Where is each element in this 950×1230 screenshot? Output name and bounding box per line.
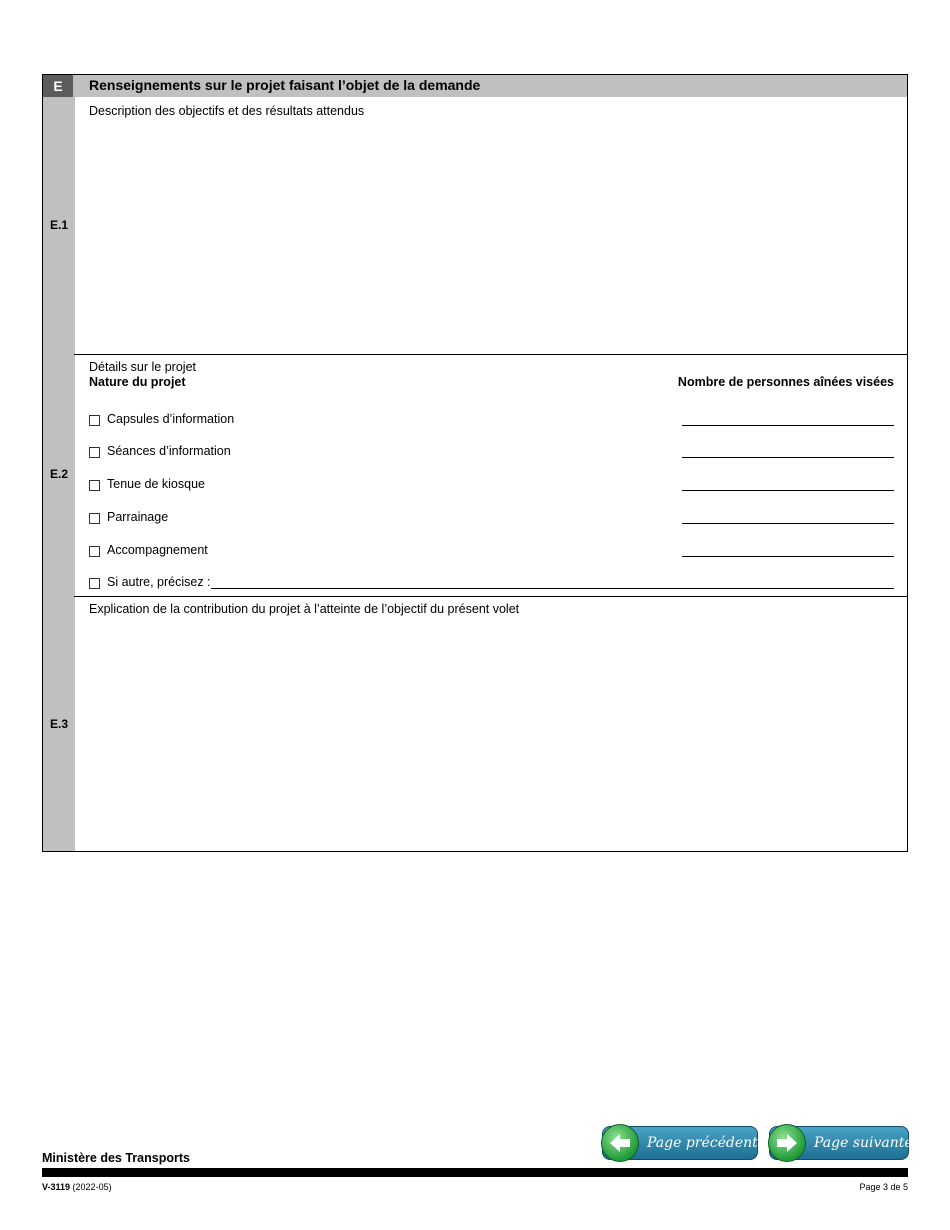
e3-text-area[interactable] [83,620,903,845]
row-label-e2: E.2 [49,467,68,481]
checkbox-autre[interactable] [89,578,100,589]
checkbox-kiosque[interactable] [89,480,100,491]
option-label-parrainage: Parrainage [107,510,169,524]
nature-header: Nature du projet [89,375,186,389]
form-code [42,1182,112,1192]
checkbox-parrainage[interactable] [89,513,100,524]
footer-rule [42,1168,908,1177]
e1-text-area[interactable] [83,121,903,351]
section-title: Renseignements sur le projet faisant l’objet de la demande [89,77,481,93]
e3-description-label: Explication de la contribution du projet à l’atteinte de l’objectif du présent volet [89,602,520,616]
section-letter-badge: E [43,75,73,97]
arrow-left-icon [601,1124,639,1162]
checkbox-accompagnement[interactable] [89,546,100,557]
next-page-button[interactable] [769,1126,913,1160]
divider-e1-e2 [74,354,907,355]
count-field-seances[interactable] [682,457,894,458]
project-info-form [42,74,908,852]
count-field-capsules[interactable] [682,425,894,426]
e2-intro: Détails sur le projet [89,360,196,374]
divider-e2-e3 [74,596,907,597]
previous-page-label: Page précédente [647,1135,767,1151]
row-label-e1: E.1 [49,218,68,232]
checkbox-seances[interactable] [89,447,100,458]
other-specify-field[interactable] [211,588,894,589]
section-sidebar [43,75,75,851]
ministry-name: Ministère des Transports [42,1151,190,1165]
e1-description-label: Description des objectifs et des résultats attendus [89,104,365,118]
count-field-parrainage[interactable] [682,523,894,524]
page-number: Page 3 de 5 [859,1182,908,1192]
option-label-accompagnement: Accompagnement [107,543,208,557]
checkbox-capsules[interactable] [89,415,100,426]
next-page-label: Page suivante [814,1135,913,1151]
row-label-e3: E.3 [49,717,68,731]
option-label-capsules: Capsules d’information [107,412,235,426]
option-label-autre: Si autre, précisez : [107,575,211,589]
count-field-accompagnement[interactable] [682,556,894,557]
option-label-seances: Séances d’information [107,444,231,458]
count-field-kiosque[interactable] [682,490,894,491]
arrow-right-icon [768,1124,806,1162]
form-code-number: V-3119 [42,1182,71,1192]
previous-page-button[interactable] [602,1126,767,1160]
count-header: Nombre de personnes aînées visées [677,375,894,389]
option-label-kiosque: Tenue de kiosque [107,477,205,491]
form-code-version: (2022-05) [72,1182,112,1192]
